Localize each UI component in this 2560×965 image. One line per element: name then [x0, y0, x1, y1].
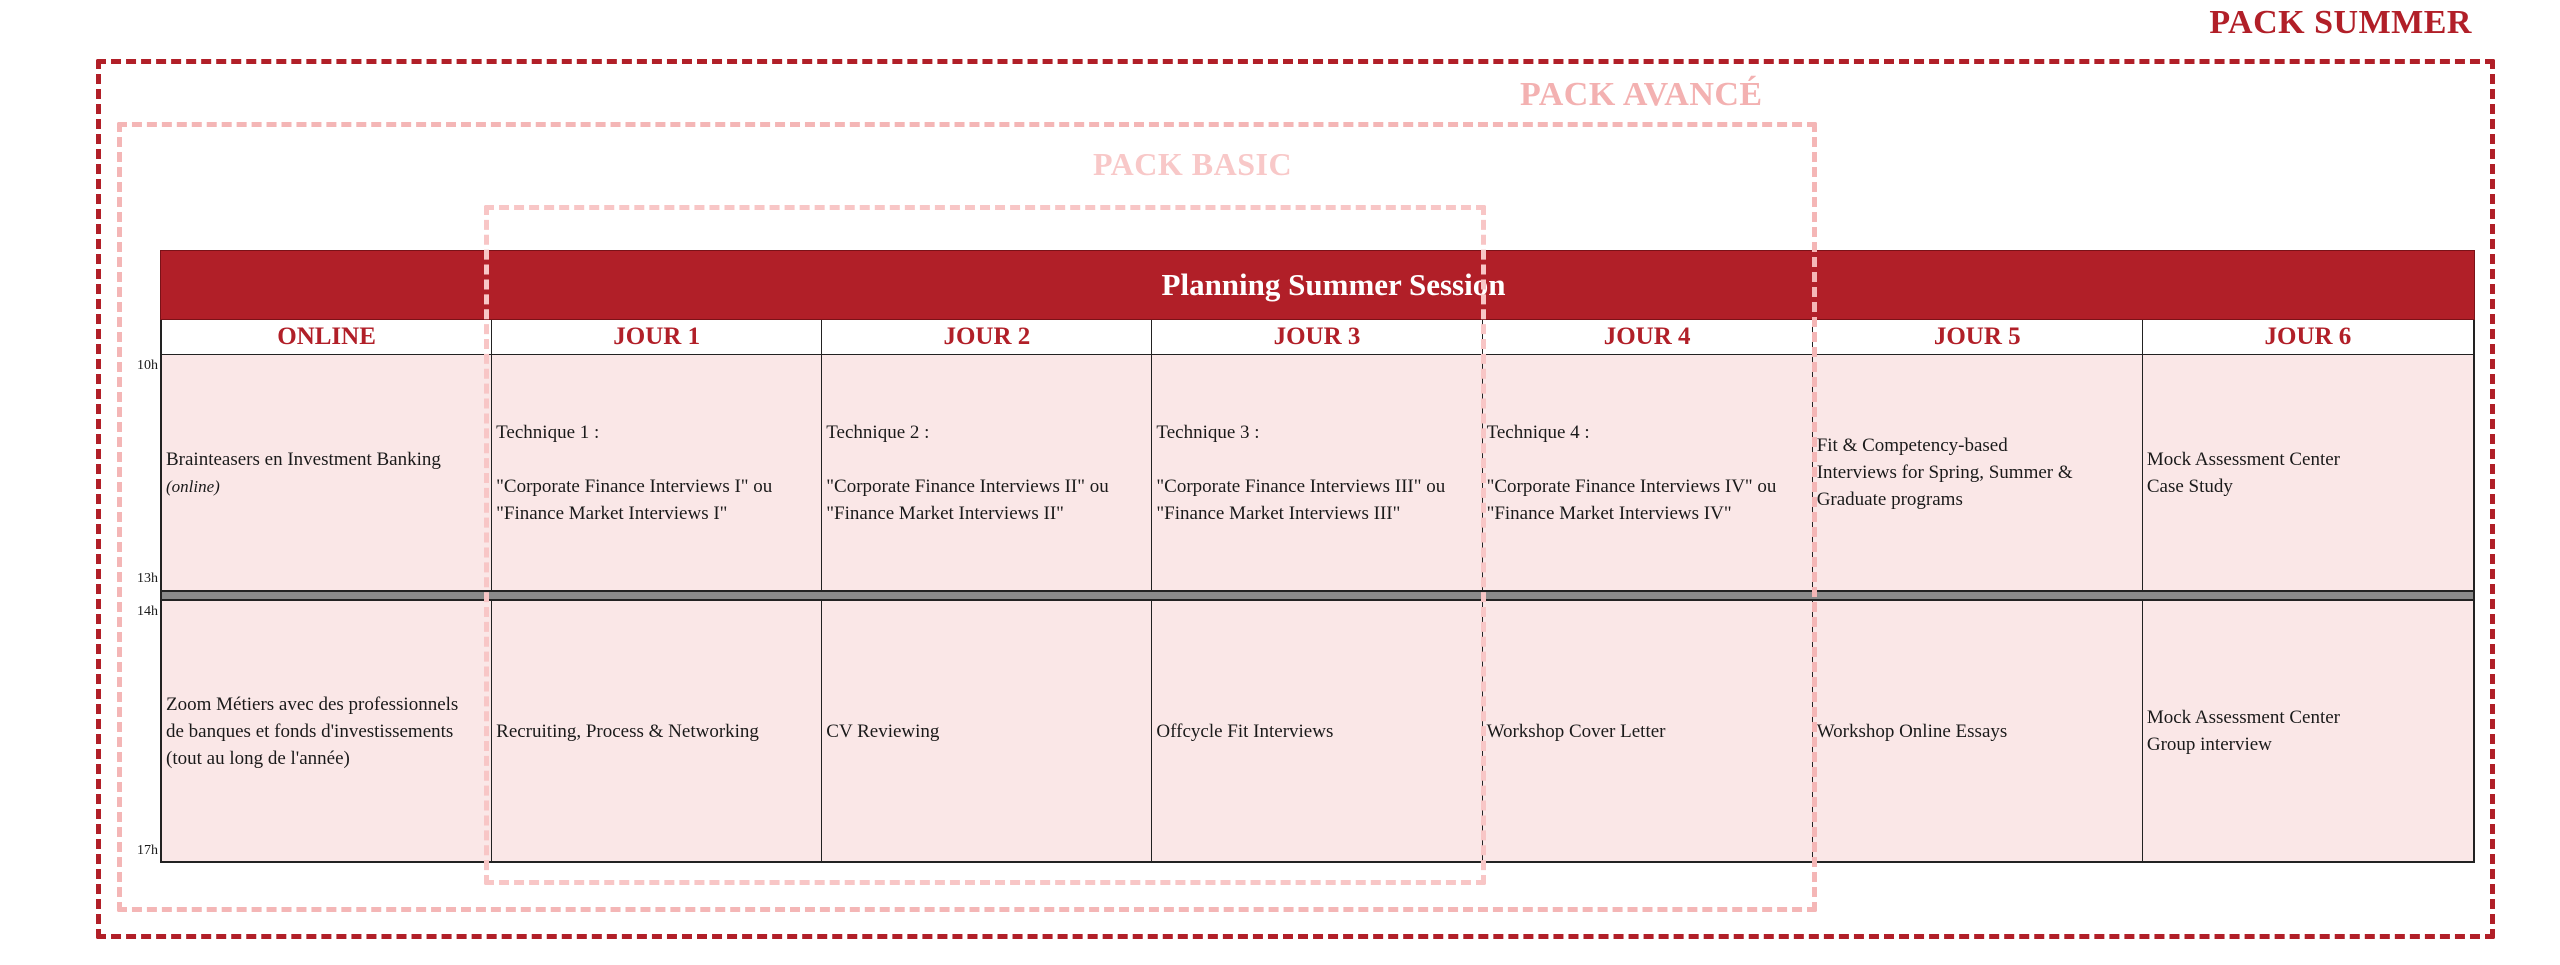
time-morning-start: 10h: [137, 358, 158, 373]
afternoon-cell-jour-3: [1152, 601, 1482, 861]
cell-text-line: "Finance Market Interviews IV": [1486, 502, 1732, 524]
cell-text-line: "Corporate Finance Interviews III" ou: [1156, 475, 1446, 497]
cell-text-line: "Corporate Finance Interviews II" ou: [826, 475, 1109, 497]
morning-cell-online: [162, 355, 492, 590]
planning-title: Planning Summer Session: [1161, 267, 1506, 302]
cell-text-line: [826, 446, 1147, 473]
cell-text-line: Interviews for Spring, Summer &: [1816, 462, 2073, 483]
morning-cell-jour-6: [2143, 355, 2473, 590]
morning-cell-jour-4: [1483, 355, 1813, 590]
cell-text-line: "Corporate Finance Interviews IV" ou: [1486, 475, 1777, 497]
cell-text-line: Brainteasers en Investment Banking: [166, 448, 441, 470]
morning-session-row: [160, 355, 2475, 590]
pack-basic-label: PACK BASIC: [1093, 146, 1293, 182]
cell-text-line: "Finance Market Interviews I": [496, 502, 728, 524]
cell-text-line: Case Study: [2146, 475, 2233, 497]
column-header-jour-1: JOUR 1: [492, 320, 822, 354]
column-header-jour-3: JOUR 3: [1152, 320, 1482, 354]
cell-text-line: Technique 1 :: [496, 421, 600, 443]
pack-summer-label: PACK SUMMER: [2209, 4, 2472, 41]
cell-text-line: "Finance Market Interviews III": [1156, 502, 1401, 524]
column-header-jour-4: JOUR 4: [1483, 320, 1813, 354]
cell-text-line: Fit & Competency-based: [1816, 435, 2008, 456]
afternoon-cell-jour-2: [822, 601, 1152, 861]
cell-text-line: [496, 446, 817, 473]
cell-text-line: Technique 3 :: [1156, 421, 1260, 443]
morning-cell-jour-5: [1813, 355, 2143, 590]
cell-note: (online): [166, 476, 220, 496]
column-header-online: ONLINE: [162, 320, 492, 354]
morning-cell-jour-2: [822, 355, 1152, 590]
column-header-row: [160, 320, 2475, 355]
cell-text-line: Workshop Online Essays: [1816, 720, 2008, 742]
cell-text-line: Recruiting, Process & Networking: [496, 720, 759, 742]
column-header-jour-5: JOUR 5: [1813, 320, 2143, 354]
cell-text-line: CV Reviewing: [826, 720, 940, 742]
afternoon-cell-jour-4: [1483, 601, 1813, 861]
time-afternoon-end: 17h: [137, 843, 158, 858]
lunch-break-separator: [160, 590, 2475, 601]
cell-text-line: [1156, 446, 1477, 473]
pack-avance-label: PACK AVANCÉ: [1520, 76, 1763, 113]
cell-text-line: (tout au long de l'année): [166, 747, 350, 769]
cell-text-line: Mock Assessment Center: [2146, 448, 2340, 470]
morning-cell-jour-1: [492, 355, 822, 590]
cell-text-line: "Corporate Finance Interviews I" ou: [496, 475, 773, 497]
column-header-jour-6: JOUR 6: [2264, 323, 2352, 350]
cell-text-line: Technique 2 :: [826, 421, 930, 443]
planning-title-bar: [160, 250, 2475, 320]
cell-text-line: "Finance Market Interviews II": [826, 502, 1064, 524]
cell-text-line: Technique 4 :: [1486, 421, 1590, 443]
cell-text-line: [1487, 446, 1808, 473]
afternoon-cell-jour-6: [2143, 601, 2473, 861]
cell-text-line: Workshop Cover Letter: [1486, 720, 1666, 742]
time-morning-end: 13h: [137, 571, 158, 586]
cell-text-line: Group interview: [2146, 734, 2272, 755]
afternoon-cell-jour-5: [1813, 601, 2143, 861]
planning-table: [160, 250, 2475, 863]
cell-text-line: Offcycle Fit Interviews: [1156, 720, 1334, 742]
column-header-jour-2: JOUR 2: [822, 320, 1152, 354]
morning-cell-jour-3: [1152, 355, 1482, 590]
cell-text-line: Mock Assessment Center: [2146, 707, 2340, 728]
cell-text-line: de banques et fonds d'investissements: [166, 720, 454, 742]
time-afternoon-start: 14h: [137, 604, 158, 619]
cell-text-line: Graduate programs: [1816, 489, 1963, 510]
afternoon-session-row: [160, 601, 2475, 863]
afternoon-cell-online: [162, 601, 492, 861]
afternoon-cell-jour-1: [492, 601, 822, 861]
cell-text-line: Zoom Métiers avec des professionnels: [166, 693, 459, 715]
